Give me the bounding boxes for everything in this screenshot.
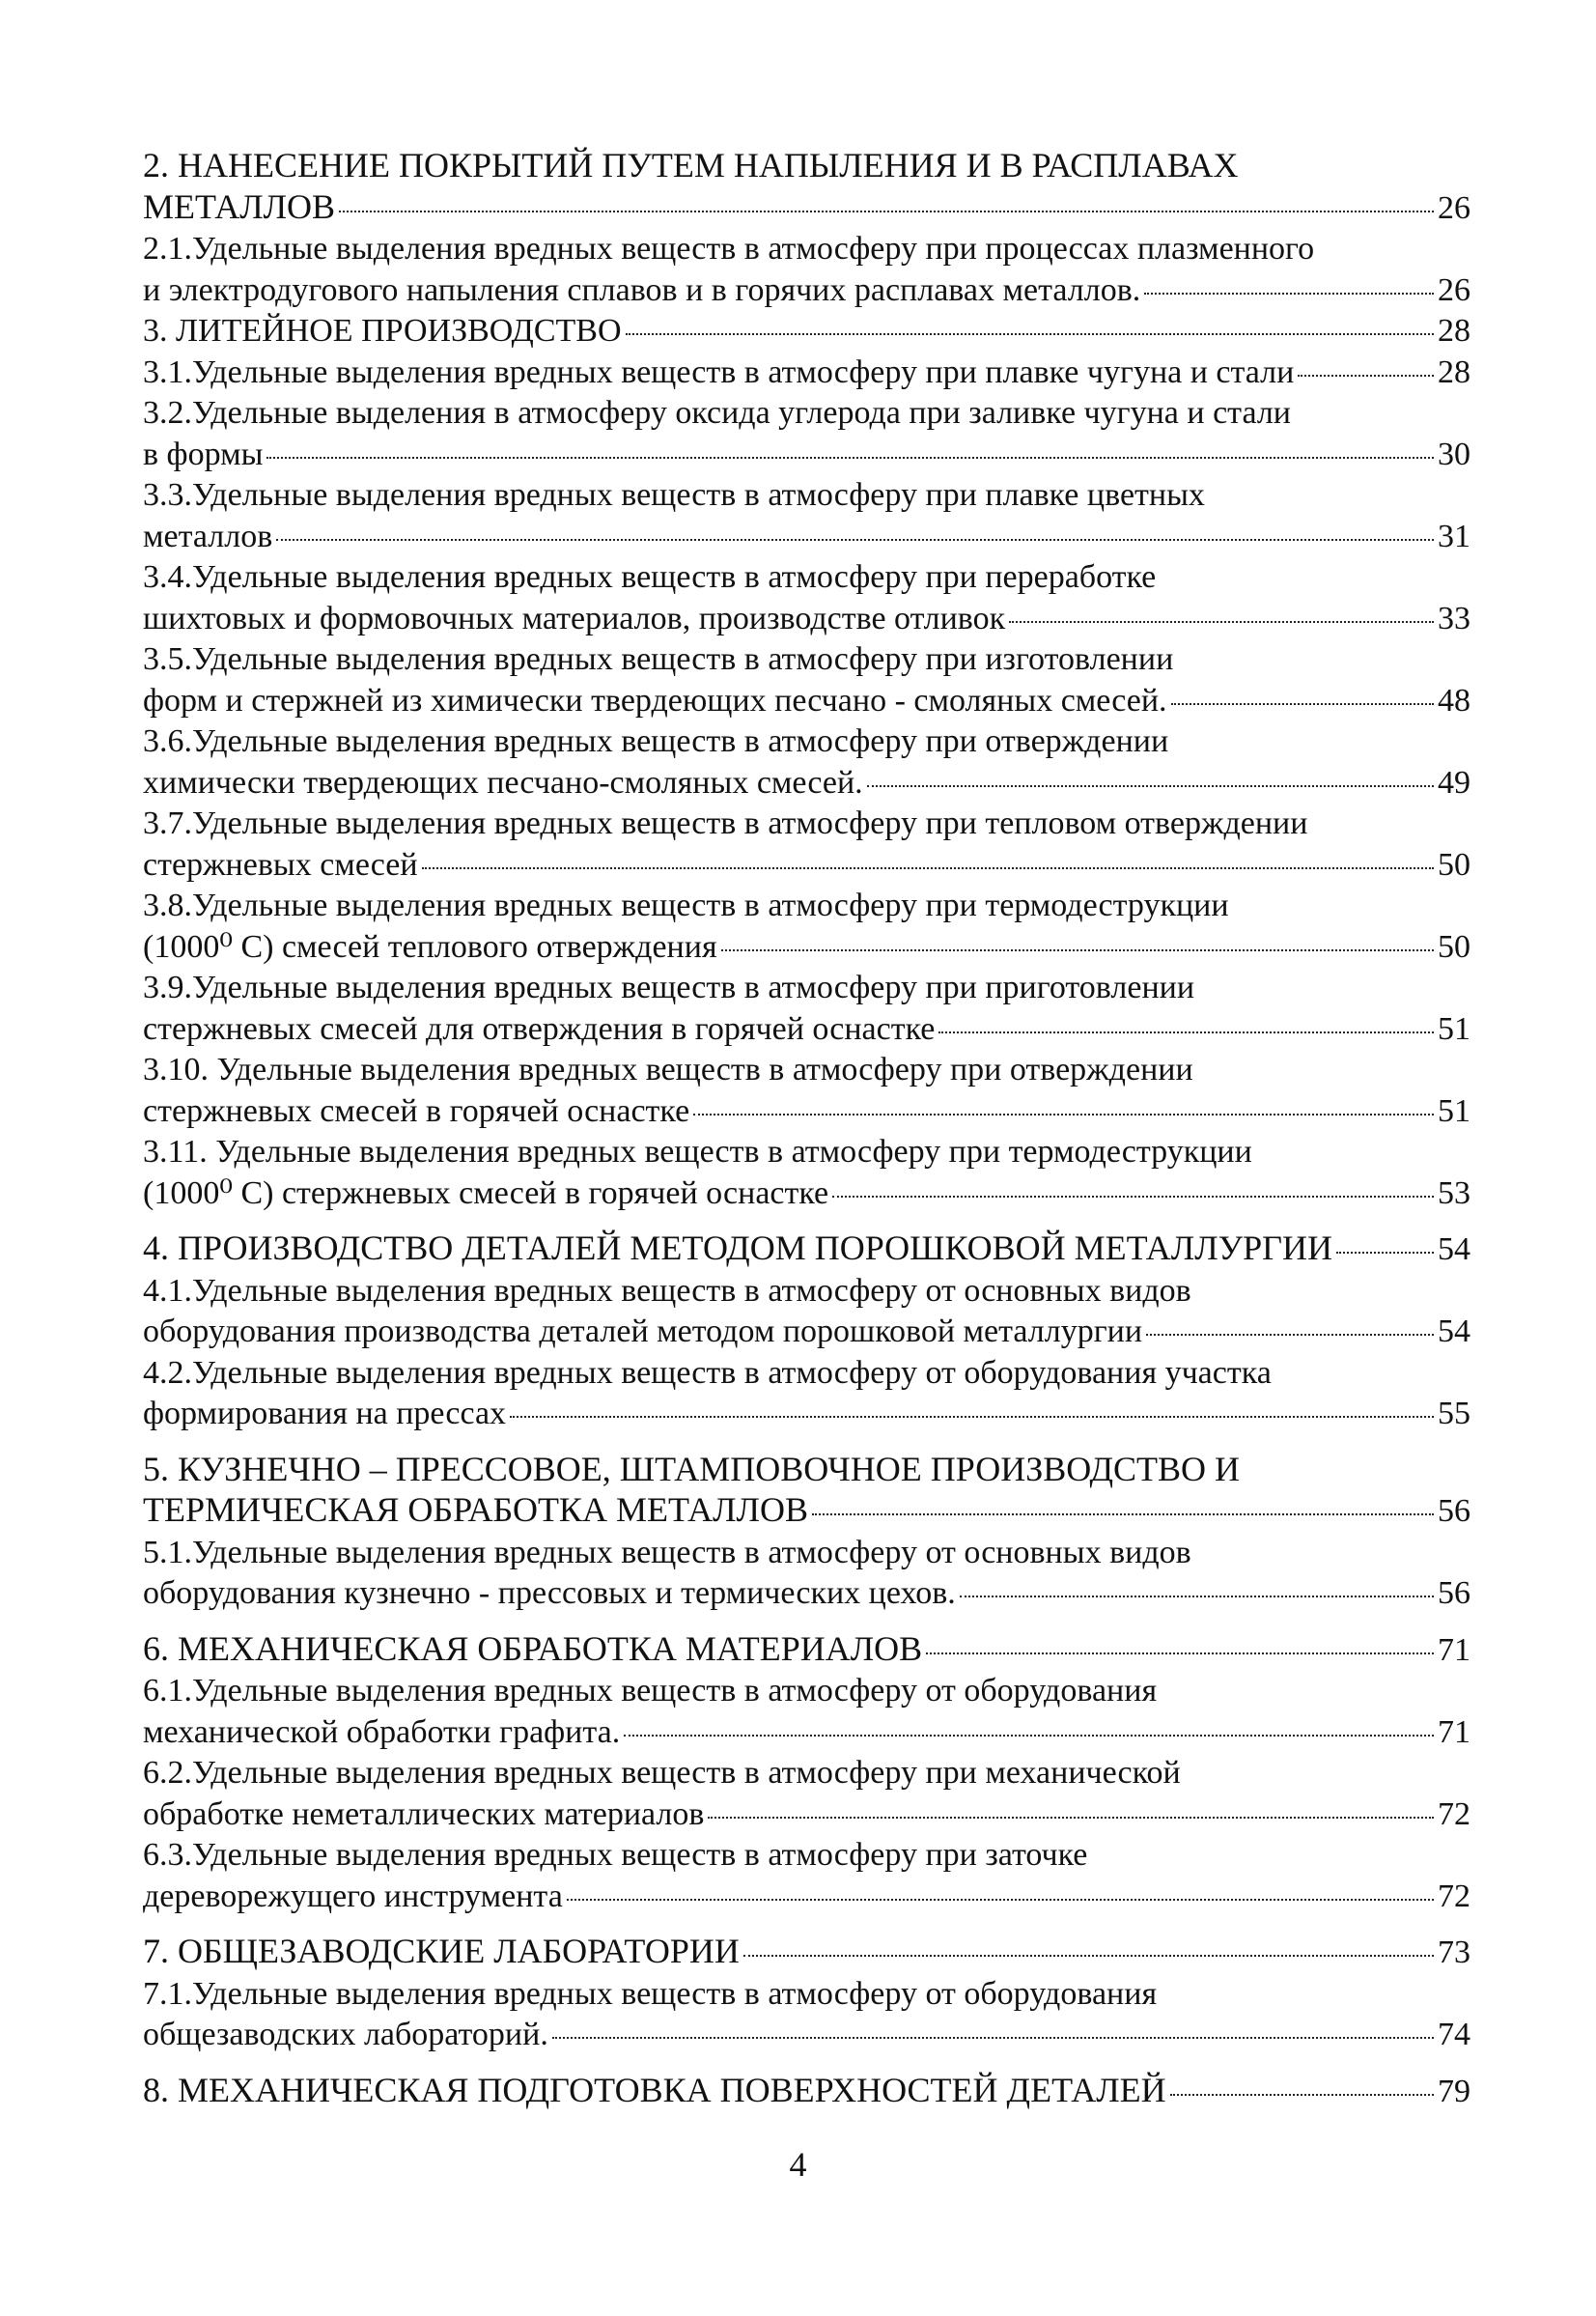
toc-entry-text-line: 3.7.Удельные выделения вредных веществ в атмосферу при тепловом отверждении xyxy=(143,805,1308,841)
toc-entry-text-line: 7.1.Удельные выделения вредных веществ в атмосферу от оборудования xyxy=(143,1975,1158,2012)
toc-entry-text-line: 3. ЛИТЕЙНОЕ ПРОИЗВОДСТВО xyxy=(143,313,622,349)
toc-page-number: 54 xyxy=(1438,1231,1470,1267)
toc-entry-text-line: 3.3.Удельные выделения вредных веществ в атмосферу при плавке цветных xyxy=(143,477,1205,513)
toc-entry-last-line xyxy=(143,2015,1470,2056)
toc-subsection-entry xyxy=(143,1353,1470,1435)
dot-leader xyxy=(1144,293,1434,295)
toc-page-number: 54 xyxy=(1438,1313,1470,1349)
toc-entry-text-line: ТЕРМИЧЕСКАЯ ОБРАБОТКА МЕТАЛЛОВ xyxy=(143,1490,808,1529)
toc-entry-last-line xyxy=(143,927,1470,969)
toc-section-entry xyxy=(143,1449,1470,1533)
toc-page-number: 72 xyxy=(1438,1878,1470,1914)
toc-page-number: 51 xyxy=(1438,1092,1470,1129)
dot-leader xyxy=(422,867,1434,869)
toc-page-number: 56 xyxy=(1438,1493,1470,1529)
toc-entry-text-line: 6.3.Удельные выделения вредных веществ в атмосферу при заточке xyxy=(143,1837,1088,1873)
dot-leader xyxy=(867,785,1434,787)
toc-entry-text-line: стержневых смесей для отверждения в горячей оснастке xyxy=(143,1010,936,1047)
toc-entry-last-line xyxy=(143,1931,1470,1974)
toc-page-number: 28 xyxy=(1438,353,1470,390)
toc-page-number: 56 xyxy=(1438,1575,1470,1611)
toc-section-entry xyxy=(143,311,1470,353)
toc-entry-text-line: механической обработки графита. xyxy=(143,1713,621,1750)
toc-entry-text-line: и электродугового напыления сплавов и в горячих расплавах металлов. xyxy=(143,271,1141,308)
toc-page-number: 30 xyxy=(1438,436,1470,472)
toc-page-number: 51 xyxy=(1438,1010,1470,1047)
toc-entry-last-line xyxy=(143,1877,1470,1918)
dot-leader xyxy=(832,1196,1434,1198)
toc-entry-text-line: 3.11. Удельные выделения вредных веществ в атмосферу при термодеструкции xyxy=(143,1134,1252,1170)
dot-leader xyxy=(1298,375,1434,377)
toc-subsection-entry xyxy=(143,1132,1470,1214)
toc-entry-last-line xyxy=(143,1009,1470,1051)
toc-entry-text-line: шихтовых и формовочных материалов, производстве отливок xyxy=(143,600,1006,636)
toc-entry-last-line xyxy=(143,1173,1470,1215)
toc-entry-last-line xyxy=(143,517,1470,558)
toc-entry-text-line: 5.1.Удельные выделения вредных веществ в атмосферу от основных видов xyxy=(143,1534,1191,1570)
toc-entry-text-line: в формы xyxy=(143,436,264,472)
toc-entry-last-line xyxy=(143,1794,1470,1836)
toc-entry-last-line xyxy=(143,1312,1470,1353)
toc-entry-text-line: 2.1.Удельные выделения вредных веществ в атмосферу при процессах плазменного xyxy=(143,231,1315,267)
dot-leader xyxy=(567,1899,1434,1901)
toc-entry-text-line: форм и стержней из химически твердеющих песчано - смоляных смесей. xyxy=(143,682,1167,719)
toc-subsection-entry xyxy=(143,475,1470,557)
toc-entry-text-line: 3.4.Удельные выделения вредных веществ в атмосферу при переработке xyxy=(143,559,1157,595)
toc-entry-last-line xyxy=(143,2070,1470,2113)
toc-subsection-entry xyxy=(143,721,1470,804)
toc-subsection-entry xyxy=(143,1533,1470,1615)
dot-leader xyxy=(743,1955,1434,1957)
dot-leader xyxy=(552,2037,1434,2039)
toc-subsection-entry xyxy=(143,557,1470,639)
toc-entry-text-line: МЕТАЛЛОВ xyxy=(143,186,336,226)
toc-subsection-entry xyxy=(143,968,1470,1050)
toc-page-number: 26 xyxy=(1438,271,1470,308)
toc-page-number: 71 xyxy=(1438,1713,1470,1750)
dot-leader xyxy=(1009,621,1434,623)
toc-entry-text-line: химически твердеющих песчано-смоляных смесей. xyxy=(143,764,863,801)
dot-leader xyxy=(1171,703,1434,705)
toc-entry-last-line xyxy=(143,1228,1470,1271)
toc-section-entry xyxy=(143,1228,1470,1271)
toc-entry-last-line xyxy=(143,845,1470,887)
toc-page-number: 74 xyxy=(1438,2017,1470,2052)
toc-page-number: 53 xyxy=(1438,1174,1470,1211)
toc-page-number: 33 xyxy=(1438,600,1470,636)
toc-entry-last-line xyxy=(143,1394,1470,1435)
toc-entry-text-line: формирования на прессах xyxy=(143,1396,507,1431)
toc-page-number: 50 xyxy=(1438,846,1470,883)
toc-section-entry xyxy=(143,145,1470,229)
toc-entry-last-line xyxy=(143,435,1470,476)
dot-leader xyxy=(266,457,1434,459)
toc-entry-text-line: 6.2.Удельные выделения вредных веществ в атмосферу при механической xyxy=(143,1755,1181,1791)
toc-entry-text-line: стержневых смесей в горячей оснастке xyxy=(143,1092,690,1129)
toc-entry-text-line: оборудования кузнечно - прессовых и термических цехов. xyxy=(143,1575,956,1611)
dot-leader xyxy=(1146,1334,1434,1336)
toc-entry-text-line: 4. ПРОИЗВОДСТВО ДЕТАЛЕЙ МЕТОДОМ ПОРОШКОВОЙ МЕТАЛЛУРГИИ xyxy=(143,1229,1332,1267)
dot-leader xyxy=(1170,2094,1434,2096)
toc-entry-text-line: 4.1.Удельные выделения вредных веществ в атмосферу от основных видов xyxy=(143,1272,1191,1309)
toc-entry-text-line: 7. ОБЩЕЗАВОДСКИЕ ЛАБОРАТОРИИ xyxy=(143,1932,740,1970)
table-of-contents xyxy=(143,145,1470,2112)
toc-page-number: 49 xyxy=(1438,764,1470,801)
toc-subsection-entry xyxy=(143,353,1470,394)
toc-entry-text-line: дереворежущего инструмента xyxy=(143,1878,563,1914)
toc-subsection-entry xyxy=(143,393,1470,475)
toc-page-number: 31 xyxy=(1438,518,1470,554)
toc-subsection-entry xyxy=(143,1974,1470,2056)
dot-leader xyxy=(510,1416,1434,1418)
toc-entry-last-line xyxy=(143,763,1470,805)
toc-subsection-entry xyxy=(143,1835,1470,1917)
toc-page-number: 55 xyxy=(1438,1396,1470,1431)
toc-entry-text-line: общезаводских лабораторий. xyxy=(143,2017,548,2052)
toc-page-number: 50 xyxy=(1438,928,1470,965)
toc-page-number: 79 xyxy=(1438,2073,1470,2109)
toc-entry-text-line: (1000⁰ С) смесей теплового отверждения xyxy=(143,928,717,965)
toc-entry-text-line: 6. МЕХАНИЧЕСКАЯ ОБРАБОТКА МАТЕРИАЛОВ xyxy=(143,1628,923,1668)
toc-entry-text-line: 3.9.Удельные выделения вредных веществ в атмосферу при приготовлении xyxy=(143,970,1195,1005)
toc-entry-text-line: металлов xyxy=(143,518,273,554)
toc-entry-text-line: 6.1.Удельные выделения вредных веществ в атмосферу от оборудования xyxy=(143,1673,1158,1709)
dot-leader xyxy=(624,1735,1434,1737)
toc-entry-last-line xyxy=(143,1573,1470,1615)
toc-entry-text-line: оборудования производства деталей методом порошковой металлургии xyxy=(143,1313,1143,1349)
page-number: 4 xyxy=(789,2145,807,2184)
toc-page-number: 71 xyxy=(1438,1631,1470,1668)
toc-entry-text-line: 5. КУЗНЕЧНО – ПРЕССОВОЕ, ШТАМПОВОЧНОЕ ПРОИЗВОДСТВО И xyxy=(143,1449,1241,1488)
dot-leader xyxy=(626,333,1434,335)
toc-page-number: 28 xyxy=(1438,313,1470,349)
toc-section-entry xyxy=(143,1628,1470,1672)
toc-entry-text-line: (1000⁰ С) стержневых смесей в горячей оснастке xyxy=(143,1174,829,1211)
toc-entry-last-line xyxy=(143,599,1470,640)
toc-section-entry xyxy=(143,2070,1470,2113)
toc-page-number: 48 xyxy=(1438,682,1470,719)
toc-page-number: 72 xyxy=(1438,1795,1470,1832)
toc-entry-text-line: 4.2.Удельные выделения вредных веществ в атмосферу от оборудования участка xyxy=(143,1354,1272,1391)
dot-leader xyxy=(938,1031,1434,1033)
toc-entry-last-line xyxy=(143,1712,1470,1754)
toc-subsection-entry xyxy=(143,1753,1470,1835)
dot-leader xyxy=(693,1114,1434,1116)
toc-entry-text-line: 8. МЕХАНИЧЕСКАЯ ПОДГОТОВКА ПОВЕРХНОСТЕЙ ДЕТАЛЕЙ xyxy=(143,2070,1166,2109)
dot-leader xyxy=(926,1652,1434,1654)
toc-subsection-entry xyxy=(143,639,1470,721)
toc-subsection-entry xyxy=(143,1271,1470,1353)
dot-leader xyxy=(812,1513,1434,1515)
toc-entry-text-line: 3.6.Удельные выделения вредных веществ в атмосферу при отверждении xyxy=(143,723,1169,759)
toc-entry-last-line xyxy=(143,353,1470,394)
toc-entry-text-line: 3.8.Удельные выделения вредных веществ в атмосферу при термодеструкции xyxy=(143,888,1229,923)
toc-entry-text-line: 3.10. Удельные выделения вредных веществ в атмосферу при отверждении xyxy=(143,1052,1193,1087)
dot-leader xyxy=(276,539,1434,541)
toc-entry-last-line xyxy=(143,270,1470,312)
toc-entry-last-line xyxy=(143,311,1470,353)
toc-subsection-entry xyxy=(143,1050,1470,1132)
toc-entry-last-line xyxy=(143,681,1470,722)
toc-page-number: 26 xyxy=(1438,189,1470,226)
toc-entry-text-line: 3.1.Удельные выделения вредных веществ в атмосферу при плавке чугуна и стали xyxy=(143,353,1295,390)
dot-leader xyxy=(960,1596,1434,1597)
toc-subsection-entry xyxy=(143,886,1470,968)
toc-entry-last-line xyxy=(143,1628,1470,1672)
toc-entry-text-line: 2. НАНЕСЕНИЕ ПОКРЫТИЙ ПУТЕМ НАПЫЛЕНИЯ И В РАСПЛАВАХ xyxy=(143,146,1239,184)
toc-entry-last-line xyxy=(143,1091,1470,1133)
toc-entry-last-line xyxy=(143,1489,1470,1533)
toc-entry-text-line: 3.5.Удельные выделения вредных веществ в атмосферу при изготовлении xyxy=(143,641,1174,677)
toc-page-number: 73 xyxy=(1438,1935,1470,1970)
toc-subsection-entry xyxy=(143,229,1470,311)
dot-leader xyxy=(339,211,1434,212)
toc-entry-text-line: обработке неметаллических материалов xyxy=(143,1795,705,1832)
dot-leader xyxy=(721,949,1434,951)
toc-subsection-entry xyxy=(143,804,1470,886)
toc-entry-text-line: стержневых смесей xyxy=(143,846,418,883)
toc-section-entry xyxy=(143,1931,1470,1974)
toc-subsection-entry xyxy=(143,1671,1470,1753)
dot-leader xyxy=(708,1817,1434,1819)
toc-entry-last-line xyxy=(143,186,1470,230)
toc-entry-text-line: 3.2.Удельные выделения в атмосферу оксида углерода при заливке чугуна и стали xyxy=(143,395,1292,431)
dot-leader xyxy=(1336,1252,1434,1254)
